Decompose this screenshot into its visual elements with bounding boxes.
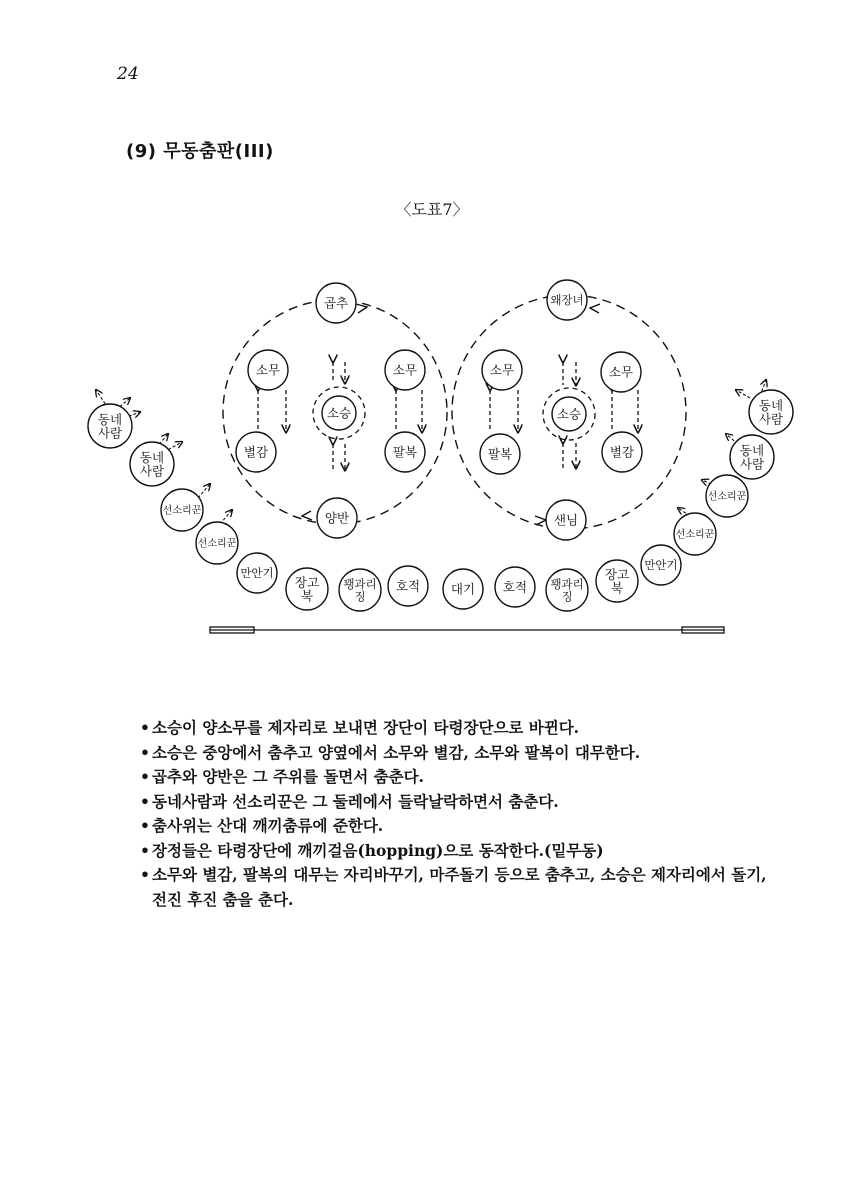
node-seonsori-r1	[674, 513, 716, 555]
node-label: 소무	[255, 362, 281, 378]
node-saennim	[546, 500, 586, 540]
node-somu-r1	[482, 350, 522, 390]
node-label: 호적	[395, 578, 421, 594]
node-seonsori-l1	[161, 489, 203, 531]
node-kkwaenggwari-r	[546, 569, 588, 611]
note-item: • 춤사위는 산대 깨끼춤류에 준한다.	[142, 814, 782, 839]
node-palbok-r	[480, 434, 520, 474]
figure-caption: 〈도표7〉	[395, 200, 469, 219]
node-dongne-l1	[88, 404, 132, 448]
right-circle-arrow-bottom	[535, 516, 546, 525]
node-janggo-l	[286, 568, 328, 610]
node-label: 소승	[556, 406, 582, 422]
node-gopchu	[316, 283, 356, 323]
node-label: 소무	[608, 364, 634, 380]
node-label: 왜장녀	[550, 293, 584, 308]
node-label: 선소리꾼	[675, 529, 715, 541]
notes-list	[142, 716, 782, 912]
node-byeolgam-r	[602, 432, 642, 472]
node-label: 동네 사람	[739, 442, 765, 472]
node-label: 팔복	[487, 446, 513, 462]
node-dongne-l2	[130, 442, 174, 486]
node-label: 만안기	[644, 558, 678, 573]
note-item: • 장정들은 타령장단에 깨끼걸음(hopping)으로 동작한다.(밑무동)	[142, 839, 782, 864]
stage-baseline	[210, 627, 724, 633]
node-label: 선소리꾼	[197, 538, 237, 550]
node-sos-r	[552, 397, 586, 431]
node-label: 만안기	[240, 566, 274, 581]
node-sos-l	[322, 396, 356, 430]
node-byeolgam-l	[236, 432, 276, 472]
node-label: 샌님	[553, 512, 579, 528]
note-item: • 소무와 별감, 팔복의 대무는 자리바꾸기, 마주돌기 등으로 춤추고, 소승은 제자리에서 돌기, 전진 후진 춤을 춘다.	[142, 863, 782, 912]
node-label: 꽹과리 징	[343, 576, 377, 604]
node-label: 팔복	[392, 444, 418, 460]
node-label: 별감	[243, 444, 269, 460]
node-label: 별감	[609, 444, 635, 460]
node-label: 소승	[326, 405, 352, 421]
node-manangi-r	[641, 545, 681, 585]
node-label: 동네 사람	[139, 449, 165, 479]
left-circle-arrow-top	[356, 304, 367, 313]
node-palbok-l	[385, 432, 425, 472]
node-label: 대기	[450, 581, 476, 597]
note-item: • 소승이 양소무를 제자리로 보내면 장단이 타령장단으로 바뀐다.	[142, 716, 782, 741]
node-label: 곱추	[323, 295, 349, 311]
node-waejangnyeo	[547, 280, 587, 320]
node-somu-l2	[385, 350, 425, 390]
node-label: 소무	[392, 362, 418, 378]
node-label: 장고 북	[604, 566, 630, 596]
page-number: 24	[117, 64, 139, 84]
node-label: 양반	[324, 510, 350, 526]
node-kkwaenggwari-l	[339, 569, 381, 611]
node-label: 동네 사람	[758, 397, 784, 427]
node-label: 꽹과리 징	[550, 576, 584, 604]
node-hojeok-l	[388, 566, 428, 606]
node-seonsori-r2	[706, 475, 748, 517]
node-label: 소무	[489, 362, 515, 378]
note-item: • 소승은 중앙에서 춤추고 양옆에서 소무와 별감, 소무와 팔복이 대무한다.	[142, 741, 782, 766]
node-label: 선소리꾼	[162, 505, 202, 517]
node-manangi-l	[237, 553, 277, 593]
node-label: 동네 사람	[97, 411, 123, 441]
node-somu-r2	[601, 352, 641, 392]
performer-nodes	[88, 280, 793, 611]
note-item: • 곱추와 양반은 그 주위를 돌면서 춤춘다.	[142, 765, 782, 790]
node-dongne-r1	[730, 435, 774, 479]
node-label: 선소리꾼	[707, 491, 747, 503]
left-circle-arrow-bottom	[302, 511, 312, 520]
node-label: 호적	[502, 579, 528, 595]
node-seonsori-l2	[196, 522, 238, 564]
section-title: (9) 무동춤판(III)	[126, 141, 274, 162]
node-label: 장고 북	[294, 574, 320, 604]
node-yangban	[317, 498, 357, 538]
right-circle-arrow-top	[590, 304, 600, 313]
node-dongne-r2	[749, 390, 793, 434]
note-item: • 동네사람과 선소리꾼은 그 둘레에서 들락날락하면서 춤춘다.	[142, 790, 782, 815]
node-hojeok-r	[495, 567, 535, 607]
node-daegi	[443, 569, 483, 609]
node-somu-l1	[248, 350, 288, 390]
node-janggo-r	[596, 560, 638, 602]
